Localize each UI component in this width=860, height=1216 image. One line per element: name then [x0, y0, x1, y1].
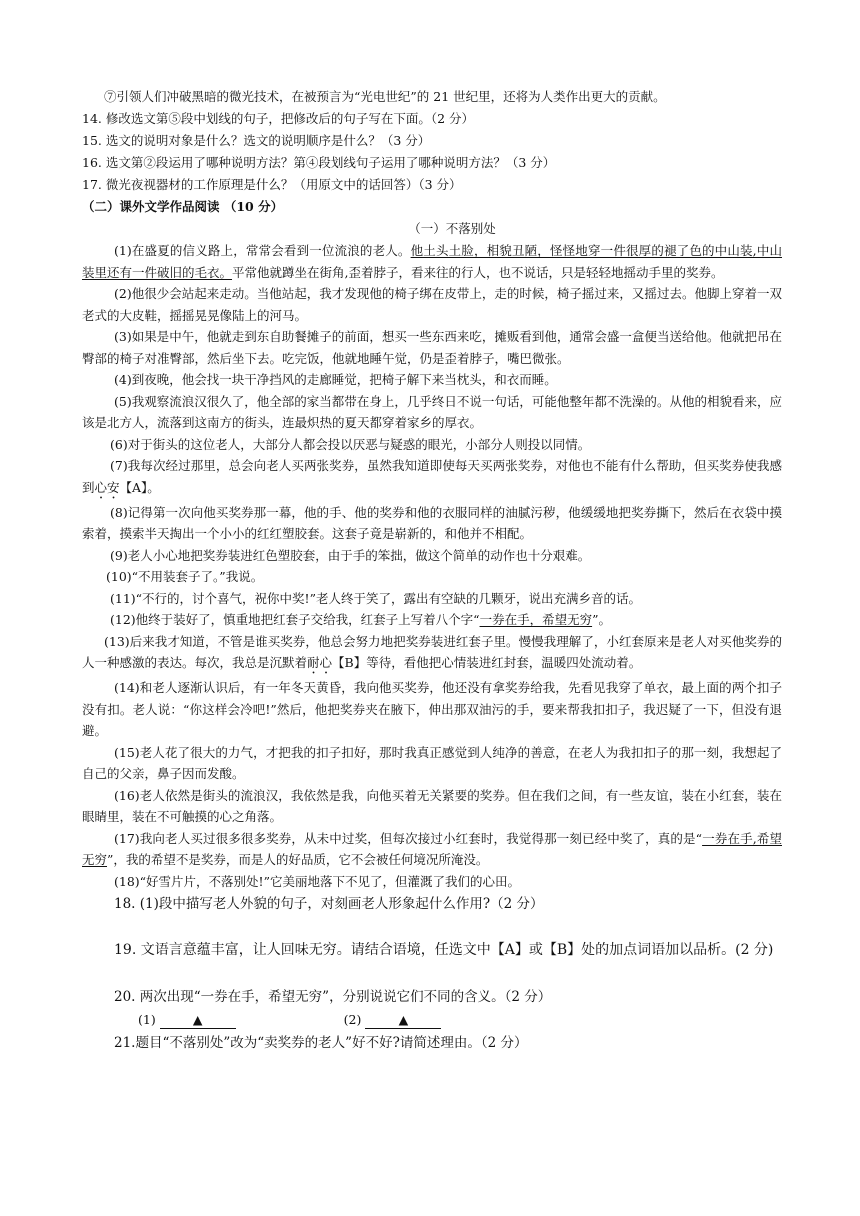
question-20: 20. 两次出现“一券在手，希望无穷”，分别说说它们不同的含义。（2 分） [114, 989, 552, 1005]
exam-page [82, 86, 782, 1055]
underlined-slogan-1: 一券在手，希望无穷 [479, 612, 593, 627]
question-19: 19. 文语言意蕴丰富，让人回味无穷。请结合语境，任选文中【A】或【B】处的加点词语加以品析。(2 分) [114, 942, 774, 958]
question-17: 17. 微光夜视器材的工作原理是什么？（用原文中的话回答）（3 分） [82, 177, 462, 192]
paragraph-1-text-2: 平常他就蹲坐在街角,歪着脖子，看来往的行人，也不说话，只是轻轻地摇动手里的奖券。 [232, 264, 724, 280]
question-18: 18. (1)段中描写老人外貌的句子，对刻画老人形象起什么作用?（2 分） [114, 896, 544, 912]
dotted-word-a: 心安 [94, 479, 120, 495]
paragraph-17-end: ”，我的希望不是奖券，而是人的好品质，它不会被任何境况所淹没。 [107, 852, 489, 867]
passage-line-7: ⑦引领人们冲破黑暗的微光技术，在被预言为“光电世纪”的 21 世纪里，还将为人类作出更大的贡献。 [104, 89, 666, 104]
paragraph-3: (3)如果是中午，他就走到东自助餐摊子的前面，想买一些东西来吃，摊贩看到他，通常会盛一盒便当送给他。他就把吊在臀部的椅子对准臀部，然后坐下去。吃完饭，他就地睡午觉，仍是歪着脖子，嘴巴微张。 [82, 329, 782, 366]
answer-1-blank[interactable]: ▲ [160, 1012, 236, 1029]
question-16: 16. 选文第②段运用了哪种说明方法？第④段划线句子运用了哪种说明方法？（3 分） [82, 155, 556, 170]
paragraph-2: (2)他很少会站起来走动。当他站起，我才发现他的椅子绑在皮带上，走的时候，椅子摇过来，又摇过去。他脚上穿着一双老式的大皮鞋，摇摇晃晃像陆上的河马。 [82, 286, 782, 323]
paragraph-12-end: ”。 [592, 612, 611, 627]
question-21: 21.题目“不落别处”改为“卖奖券的老人”好不好?请简述理由。（2 分） [114, 1035, 528, 1051]
underlined-slogan-2: 一券在手,希望无穷 [82, 830, 782, 867]
dotted-word-b: 耐心 [307, 655, 333, 670]
paragraph-1-text: (1)在盛夏的信义路上，常常会看到一位流浪的老人。 [114, 243, 411, 258]
paragraph-15: (15)老人花了很大的力气，才把我的扣子扣好，那时我真正感觉到人纯净的善意，在老人为我扣扣子的那一刻，我想起了自己的父亲，鼻子因而发酸。 [82, 744, 782, 781]
article-body [82, 240, 782, 892]
question-15: 15. 选文的说明对象是什么？选文的说明顺序是什么？（3 分） [82, 133, 431, 148]
section-heading: （二）课外文学作品阅读 （10 分） [82, 199, 284, 214]
question-20-answers [82, 1009, 782, 1031]
paragraph-5: (5)我观察流浪汉很久了，他全部的家当都带在身上，几乎终日不说一句话，可能他整年都不洗澡的。从他的相貌看来，应该是北方人，流落到这南方的街头，连最炽热的夏天都穿着家乡的厚衣。 [82, 393, 782, 430]
answer-2-blank[interactable]: ▲ [365, 1012, 441, 1029]
paragraph-7 [82, 455, 782, 502]
paragraph-12-text: (12)他终于装好了，慎重地把红套子交给我，红套子上写着八个字“ [110, 612, 480, 627]
paragraph-11: (11)“不行的，讨个喜气，祝你中奖!”老人终于笑了，露出有空缺的几颗牙，说出充满乡音的话。 [110, 590, 641, 606]
paragraph-4: (4)到夜晚，他会找一块干净挡风的走廊睡觉，把椅子解下来当枕头，和衣而睡。 [114, 372, 557, 387]
answer-2-label: (2) [343, 1012, 362, 1027]
paragraph-14: (14)和老人逐渐认识后，有一年冬天黄昏，我向他买奖券，他还没有拿奖券给我，先看见我穿了单衣，最上面的两个扣子没有扣。老人说：“你这样会冷吧!”然后，他把奖券夹在腋下，伸出那双油污的手，要来帮我扣扣子，我迟疑了一下，但没有退避。 [82, 680, 782, 738]
marker-b: 【B】等待，看他把心情装进红封套，温暖四处流动着。 [332, 655, 642, 670]
paragraph-6: (6)对于街头的这位老人，大部分人都会投以厌恶与疑惑的眼光，小部分人则投以同情。 [110, 436, 591, 452]
question-14: 14. 修改选文第⑤段中划线的句子，把修改后的句子写在下面。（2 分） [82, 111, 475, 126]
paragraph-17-text: (17)我向老人买过很多很多奖券，从未中过奖，但每次接过小红套时，我觉得那一刻已经中奖了，真的是“ [114, 830, 703, 846]
paragraph-10: (10)“不用装套子了。”我说。 [106, 569, 264, 584]
paragraph-18: (18)“好雪片片，不落别处!”它美丽地落下不见了，但灌溉了我们的心田。 [114, 873, 520, 889]
marker-a: 【A】。 [119, 479, 160, 495]
article-title: （一）不落别处 [408, 221, 496, 236]
paragraph-9: (9)老人小心地把奖券装进红色塑胶套，由于手的笨拙，做这个简单的动作也十分艰难。 [110, 547, 591, 563]
paragraph-7-text: (7)我每次经过那里，总会向老人买两张奖券，虽然我知道即使每天买两张奖券，对他也不能有什么帮助，但买奖券使我感到 [82, 458, 782, 495]
paragraph-1 [82, 240, 782, 283]
paragraph-8: (8)记得第一次向他买奖券那一幕，他的手、他的奖券和他的衣服同样的油腻污秽，他缓缓地把奖券撕下，然后在衣袋中摸索着，摸索半天掏出一个小小的红红塑胶套。这套子竟是崭新的，和他并不相配。 [82, 504, 782, 541]
answer-1-label: (1) [138, 1012, 156, 1027]
paragraph-17 [82, 828, 782, 871]
paragraph-13-text: (13)后来我才知道，不管是谁买奖券，他总会努力地把奖券装进红套子里。慢慢我理解了，小红套原来是老人对买他奖券的人一种感激的表达。每次，我总是沉默着 [82, 633, 782, 670]
underlined-appearance-sentence: 他土头土脸，相貌丑陋，怪怪地穿一件很厚的褪了色的中山装,中山装里还有一件破旧的毛衣。 [82, 243, 782, 280]
paragraph-12 [82, 609, 782, 631]
paragraph-16: (16)老人依然是街头的流浪汉，我依然是我，向他买着无关紧要的奖券。但在我们之间，有一些友谊，装在小红套，装在眼睛里，装在不可触摸的心之角落。 [82, 787, 782, 824]
paragraph-13 [82, 631, 782, 678]
